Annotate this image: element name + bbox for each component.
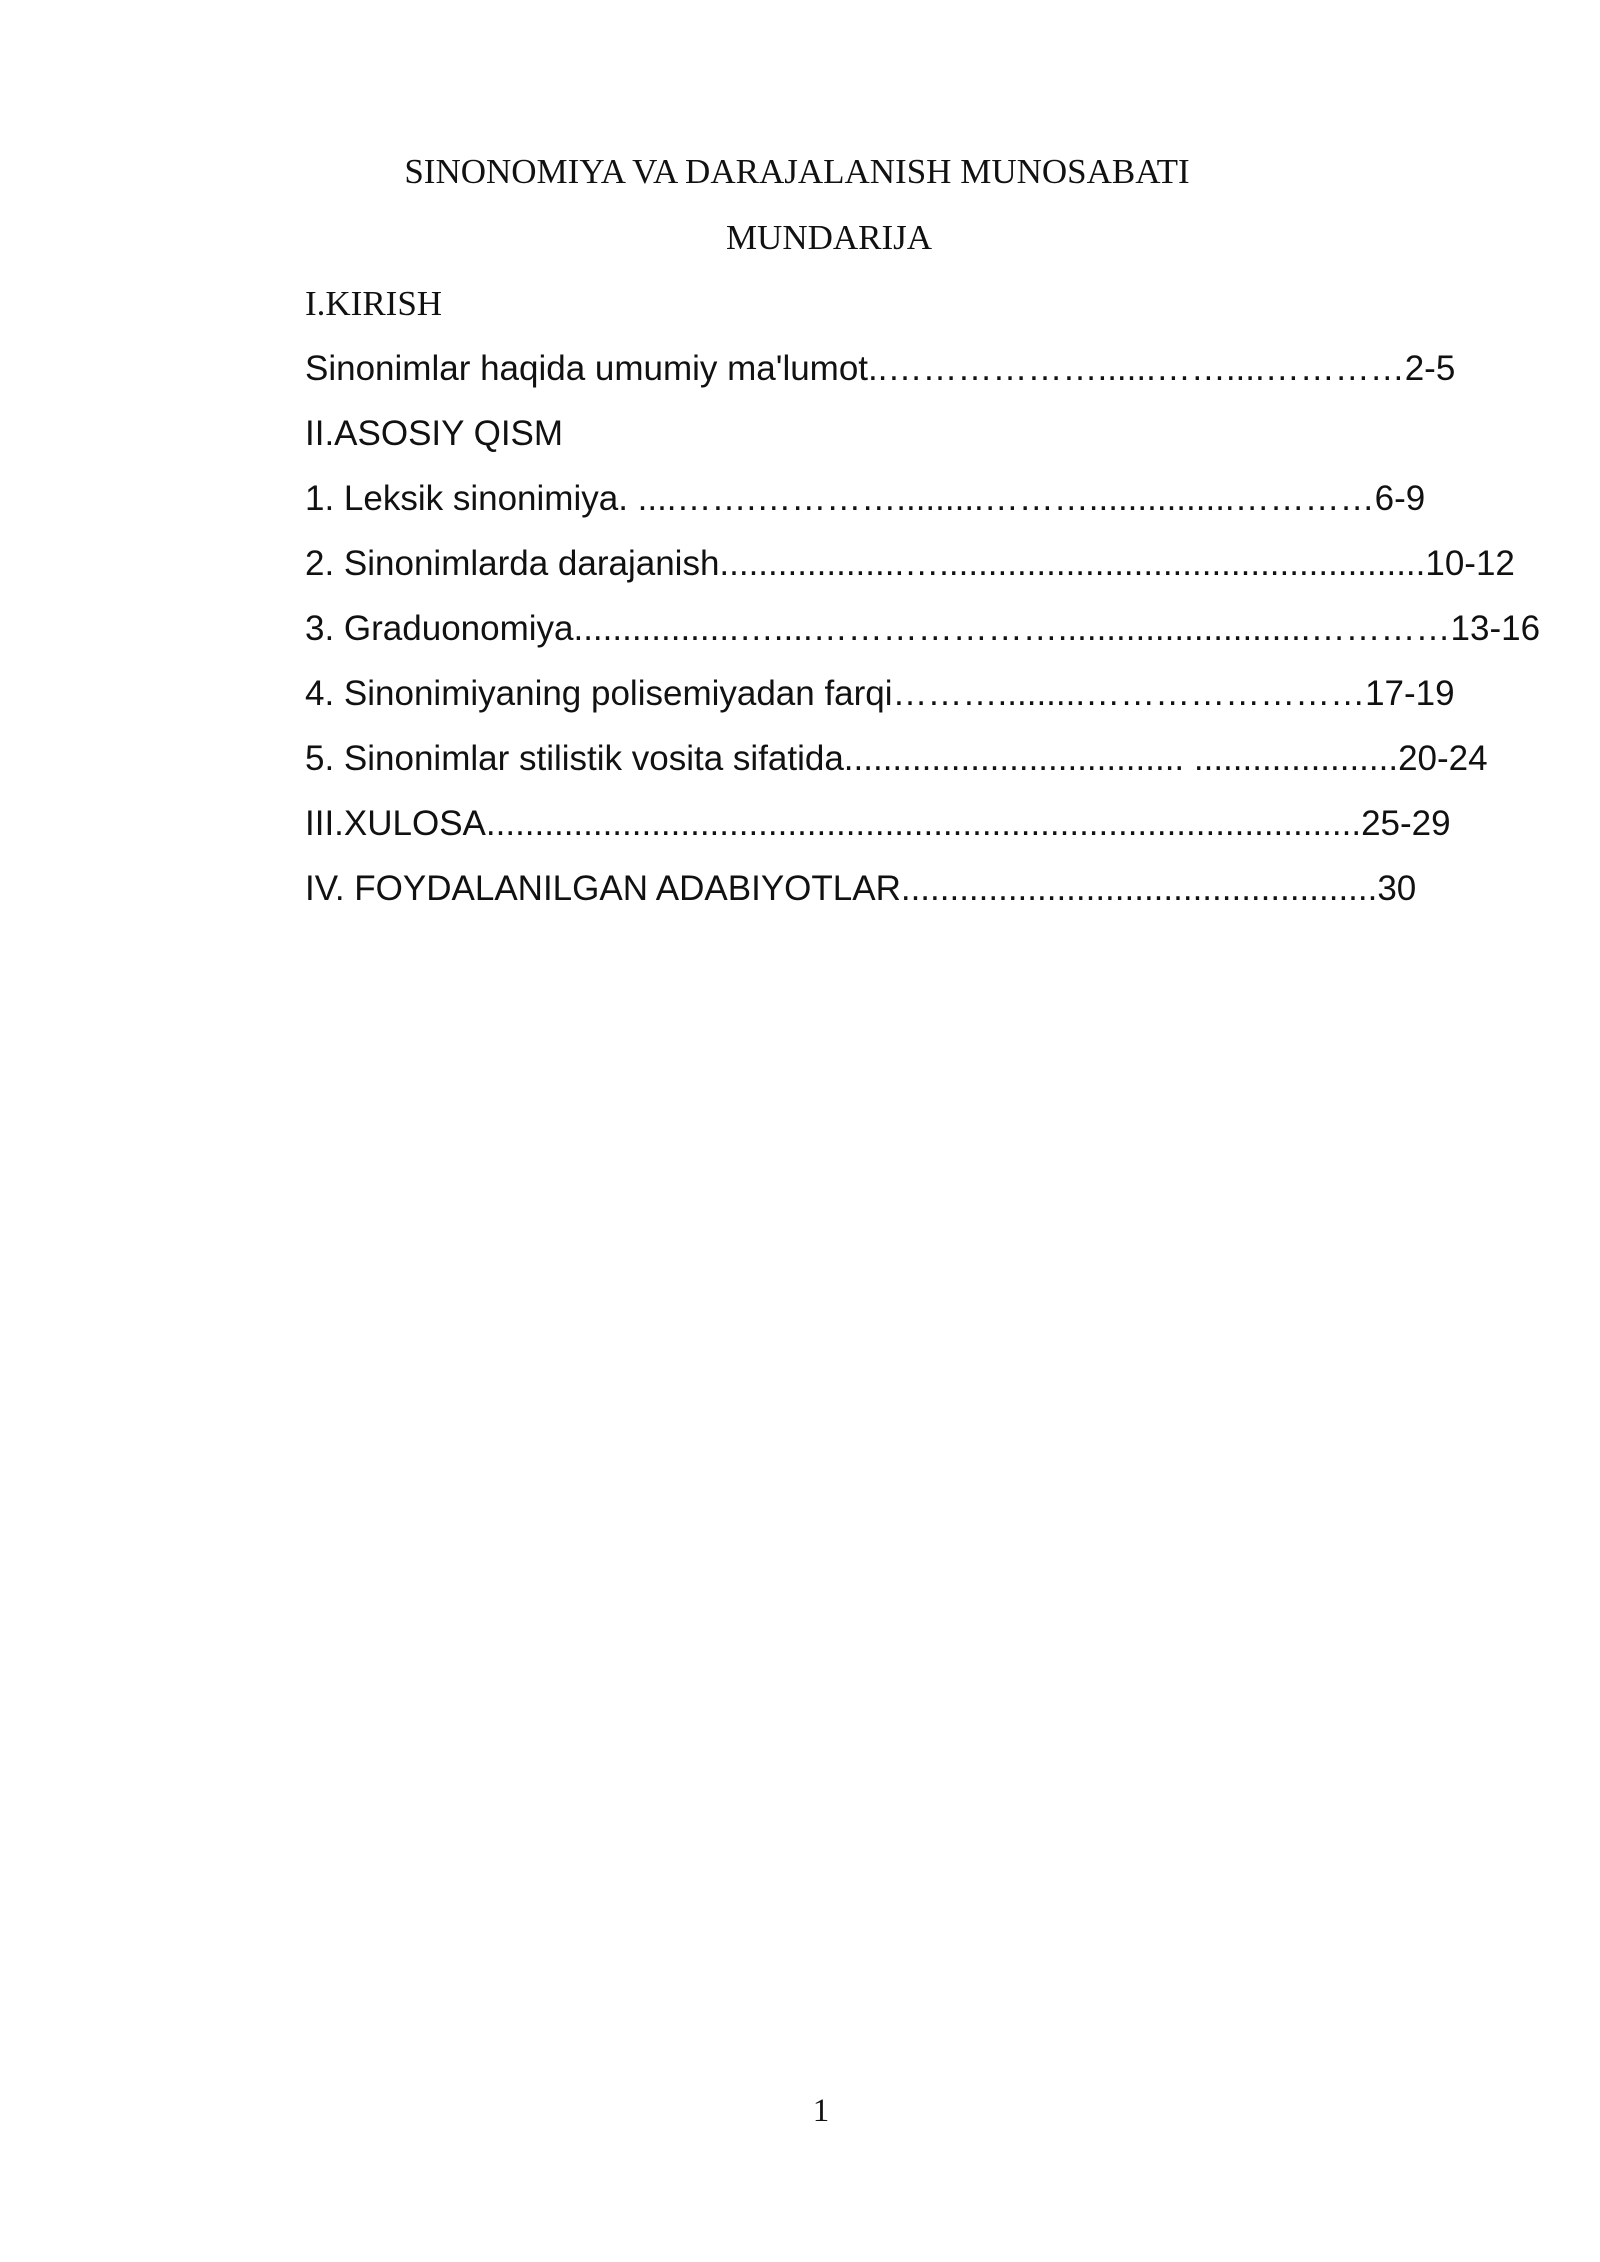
page-number: 1 [812, 2093, 830, 2129]
toc-entry: 5. Sinonimlar stilistik vosita sifatida................................... .....................20-24 [305, 739, 1488, 778]
toc-entry: Sinonimlar haqida umumiy ma'lumot..………………......……....…………2-5 [305, 349, 1456, 388]
document-title: SINONOMIYA VA DARAJALANISH MUNOSABATI [404, 152, 1190, 191]
toc-entry: 4. Sinonimiyaning polisemiyadan farqi……….........……………………17-19 [305, 674, 1455, 713]
toc-entry: 1. Leksik sinonimiya. ....…….………….........………...............…………6-9 [305, 479, 1426, 518]
toc-section-heading-asosiy-qism: II.ASOSIY QISM [305, 414, 564, 453]
toc-section-heading-kirish: I.KIRISH [305, 284, 443, 323]
toc-heading: MUNDARIJA [725, 218, 933, 257]
toc-entry: 2. Sinonimlarda darajanish...................…..................................................10-12 [305, 544, 1515, 583]
toc-entry: 3. Graduonomiya.................…....…………………..........................…………13-16 [305, 609, 1541, 648]
toc-entry: IV. FOYDALANILGAN ADABIYOTLAR.................................................30 [305, 869, 1417, 908]
toc-entry: III.XULOSA..........................................................................................25-29 [305, 804, 1451, 843]
